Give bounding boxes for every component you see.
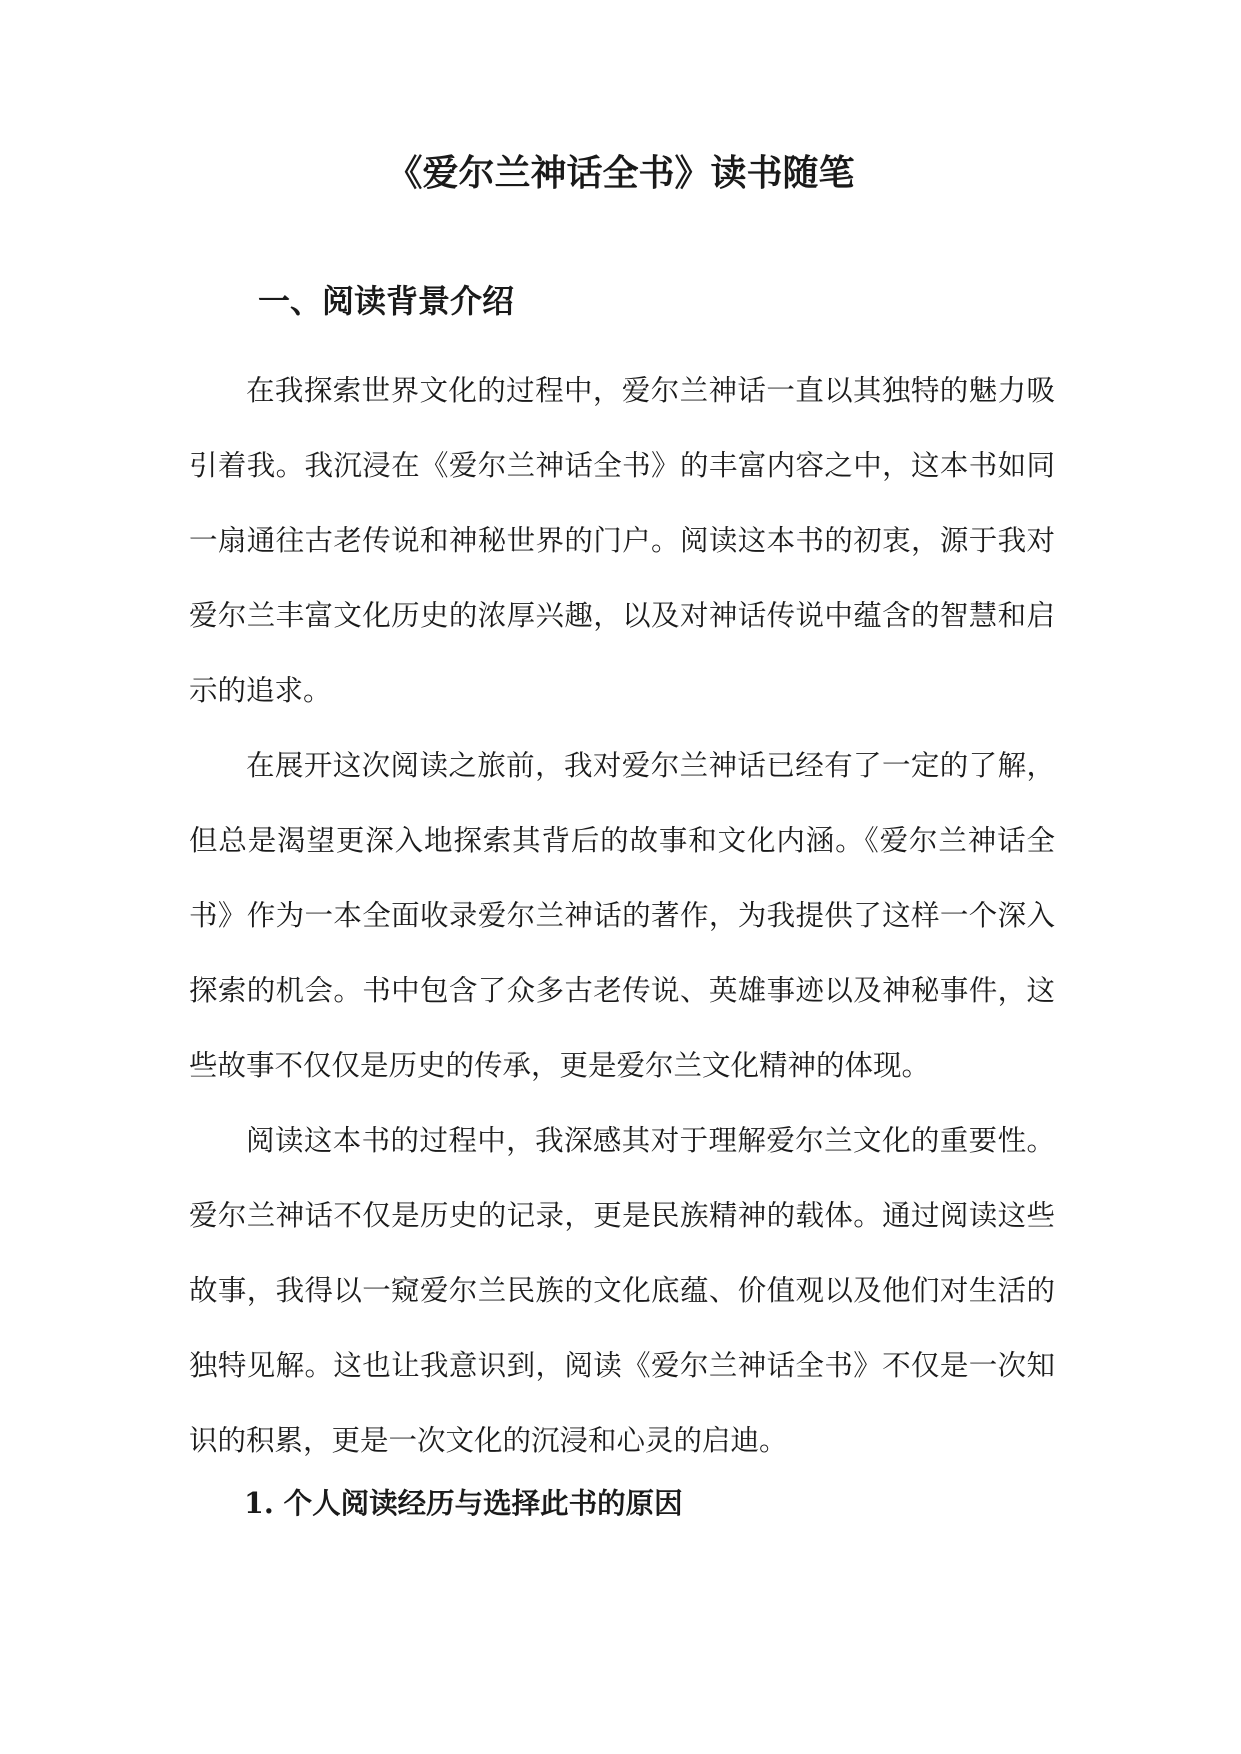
body-paragraph-2: 在展开这次阅读之旅前，我对爱尔兰神话已经有了一定的了解，但总是渴望更深入地探索其背后的故事和文化内涵。《爱尔兰神话全书》作为一本全面收录爱尔兰神话的著作，为我提供了这样一个深入探索的机会。书中包含了众多古老传说、英雄事迹以及神秘事件，这些故事不仅仅是历史的传承，更是爱尔兰文化精神的体现。 xyxy=(189,749,1055,1082)
body-paragraph-1: 在我探索世界文化的过程中，爱尔兰神话一直以其独特的魅力吸引着我。我沉浸在《爱尔兰神话全书》的丰富内容之中，这本书如同一扇通往古老传说和神秘世界的门户。阅读这本书的初衷，源于我对爱尔兰丰富文化历史的浓厚兴趣，以及对神话传说中蕴含的智慧和启示的追求。 xyxy=(189,374,1055,707)
sub-heading: 1. 个人阅读经历与选择此书的原因 xyxy=(244,1486,683,1520)
document-title: 《爱尔兰神话全书》读书随笔 xyxy=(386,152,855,194)
body-paragraph-3: 阅读这本书的过程中，我深感其对于理解爱尔兰文化的重要性。爱尔兰神话不仅是历史的记录，更是民族精神的载体。通过阅读这些故事，我得以一窥爱尔兰民族的文化底蕴、价值观以及他们对生活的独特见解。这也让我意识到，阅读《爱尔兰神话全书》不仅是一次知识的积累，更是一次文化的沉浸和心灵的启迪。 xyxy=(189,1124,1055,1457)
section-heading: 一、阅读背景介绍 xyxy=(258,282,515,320)
